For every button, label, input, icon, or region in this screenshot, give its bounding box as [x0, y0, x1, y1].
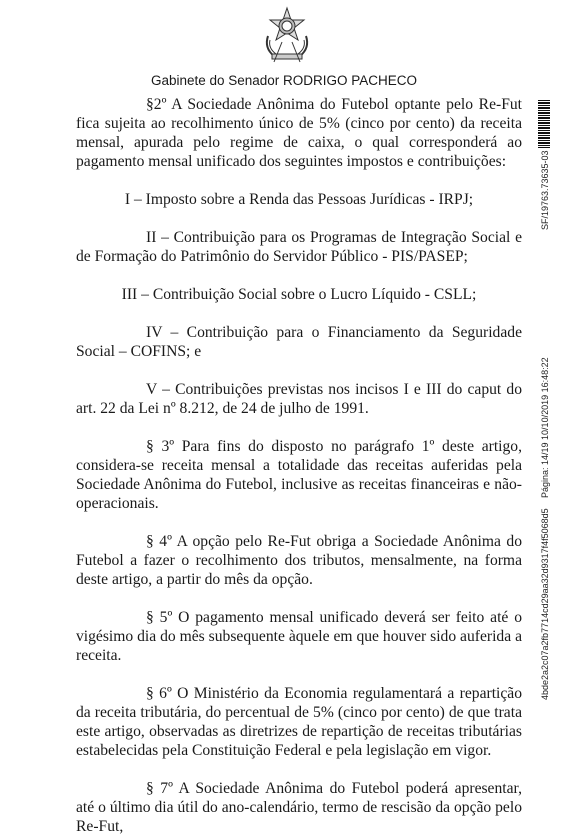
item-iv: IV – Contribuição para o Financiamento da Seguridade Social – COFINS; e	[76, 324, 522, 360]
paragraph-2: §2º A Sociedade Anônima do Futebol optante pelo Re-Fut fica sujeita ao recolhimento único de 5% (cinco por cento) da receita mensal, apurada pelo regime de caixa, o qual corresponderá ao pagamento mensal unificado dos seguintes impostos e contribuições:	[76, 96, 522, 170]
item-ii: II – Contribuição para os Programas de Integração Social e de Formação do Patrimônio do Servidor Público - PIS/PASEP;	[76, 229, 522, 265]
page-info: Página: 14/19 10/10/2019 16:48:22	[540, 357, 550, 498]
document-body	[76, 95, 522, 836]
paragraph-5: § 5º O pagamento mensal unificado deverá ser feito até o vigésimo dia do mês subsequente àquele em que houver sido auferida a receita.	[76, 609, 522, 664]
paragraph-6: § 6º O Ministério da Economia regulamentará a repartição da receita tributária, do percentual de 5% (cinco por cento) de que trata este artigo, observadas as diretrizes de repartição de receitas tributárias estabelecidas pela Constituição Federal e pela legislação em vigor.	[76, 685, 522, 759]
barcode-icon	[538, 100, 550, 148]
paragraph-3: § 3º Para fins do disposto no parágrafo 1º deste artigo, considera-se receita mensal a totalidade das receitas auferidas pela Sociedade Anônima do Futebol, inclusive as receitas financeiras e não-operacionais.	[76, 438, 522, 512]
paragraph-7: § 7º A Sociedade Anônima do Futebol poderá apresentar, até o último dia útil do ano-calendário, termo de rescisão da opção pelo Re-Fut,	[76, 780, 522, 835]
office-heading: Gabinete do Senador RODRIGO PACHECO	[150, 73, 418, 88]
document-code: SF/19763.73635-03	[540, 150, 550, 230]
item-iii: III – Contribuição Social sobre o Lucro Líquido - CSLL;	[121, 286, 477, 303]
brazil-coat-of-arms-icon	[262, 6, 312, 64]
item-i: I – Imposto sobre a Renda das Pessoas Jurídicas - IRPJ;	[124, 191, 474, 208]
item-v: V – Contribuições previstas nos incisos I e III do caput do art. 22 da Lei nº 8.212, de 24 de julho de 1991.	[76, 381, 522, 417]
document-hash: 4bde2a2c07a2fb7714cd29aa32d9317f4f5068d5	[540, 508, 550, 700]
paragraph-4: § 4º A opção pelo Re-Fut obriga a Sociedade Anônima do Futebol a fazer o recolhimento dos tributos, mensalmente, na forma deste artigo, a partir do mês da opção.	[76, 533, 522, 588]
